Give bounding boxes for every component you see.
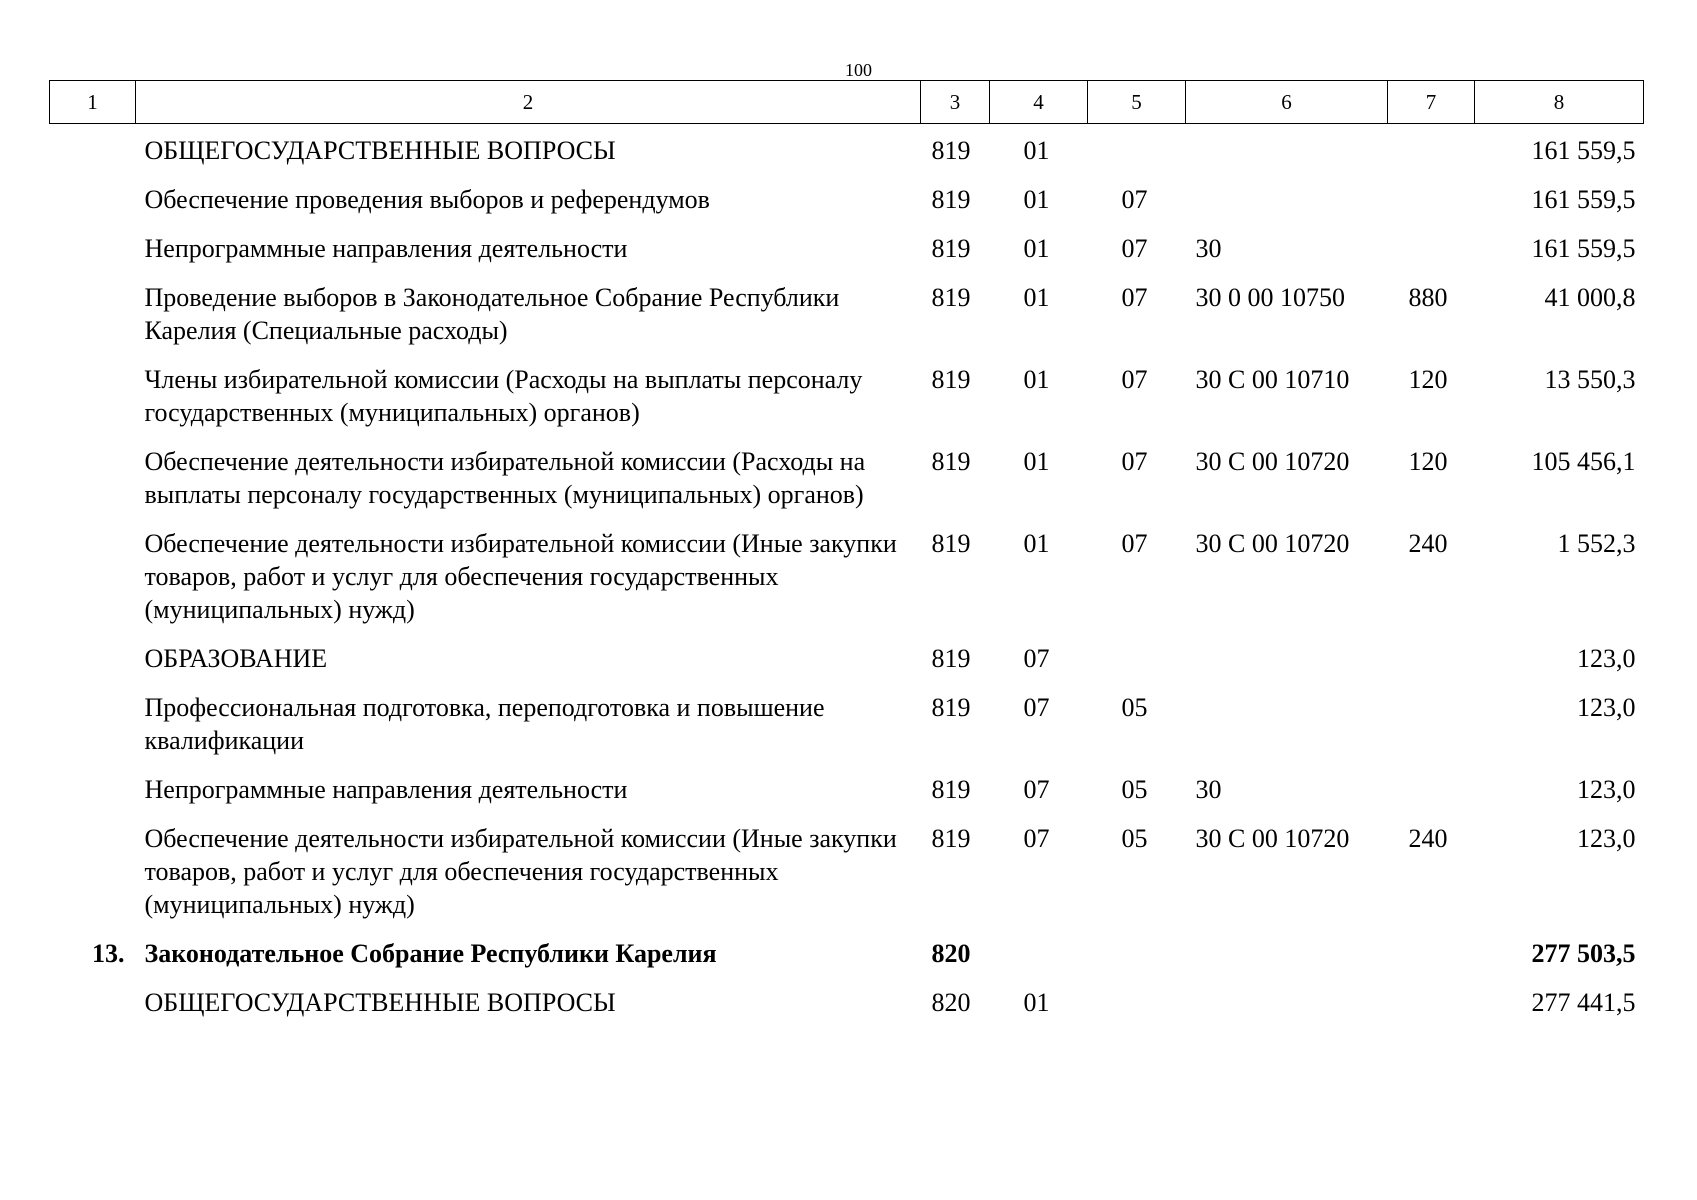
row-target-code: 30 С 00 10710 (1195, 365, 1350, 394)
header-col-8: 8 (1475, 81, 1644, 124)
row-amount: 1 552,3 (1557, 529, 1636, 558)
row-subsection-code (1088, 124, 1186, 184)
row-number (50, 642, 136, 691)
table-row (50, 986, 1644, 1035)
table-row (50, 691, 1644, 773)
row-grbs-code: 819 (931, 775, 971, 804)
row-expense-type-code: 120 (1408, 365, 1448, 394)
row-target-code (1186, 183, 1388, 232)
row-section-code: 07 (1023, 824, 1050, 853)
row-grbs-code: 819 (931, 644, 971, 673)
row-number: 13. (92, 939, 125, 968)
row-grbs-code: 819 (931, 185, 971, 214)
header-col-3: 3 (921, 81, 990, 124)
row-subsection-code: 05 (1121, 775, 1148, 804)
row-target-code: 30 (1195, 775, 1222, 804)
row-target-code: 30 (1195, 234, 1222, 263)
row-expense-type-code: 240 (1408, 529, 1448, 558)
row-subsection-code (1088, 642, 1186, 691)
table-row (50, 445, 1644, 527)
table-row (50, 937, 1644, 986)
row-name: Обеспечение деятельности избирательной комиссии (Иные закупки товаров, работ и услуг для обеспечения государственных (муниципальных) нужд) (144, 529, 897, 624)
header-col-7: 7 (1388, 81, 1475, 124)
row-number (50, 773, 136, 822)
row-number (50, 445, 136, 527)
row-expense-type-code (1388, 183, 1475, 232)
row-expense-type-code (1388, 691, 1475, 773)
row-subsection-code: 07 (1121, 283, 1148, 312)
row-amount: 277 441,5 (1531, 988, 1636, 1017)
row-target-code (1186, 124, 1388, 184)
row-grbs-code: 819 (931, 136, 971, 165)
row-subsection-code: 07 (1121, 185, 1148, 214)
row-name: ОБЩЕГОСУДАРСТВЕННЫЕ ВОПРОСЫ (144, 136, 616, 165)
row-target-code: 30 С 00 10720 (1195, 529, 1350, 558)
row-grbs-code: 819 (931, 447, 971, 476)
row-amount: 123,0 (1577, 693, 1636, 722)
row-subsection-code: 05 (1121, 824, 1148, 853)
row-section-code: 07 (1023, 775, 1050, 804)
row-expense-type-code (1388, 642, 1475, 691)
row-grbs-code: 820 (931, 988, 971, 1017)
header-col-1: 1 (50, 81, 136, 124)
table-row (50, 773, 1644, 822)
row-grbs-code: 820 (931, 939, 971, 968)
row-target-code: 30 0 00 10750 (1195, 283, 1345, 312)
row-section-code: 01 (1023, 529, 1050, 558)
row-name: Проведение выборов в Законодательное Собрание Республики Карелия (Специальные расходы) (144, 283, 840, 345)
row-amount: 161 559,5 (1531, 136, 1636, 165)
table-row (50, 822, 1644, 937)
row-target-code: 30 С 00 10720 (1195, 824, 1350, 853)
row-name: Законодательное Собрание Республики Карелия (144, 939, 717, 968)
row-section-code: 01 (1023, 234, 1050, 263)
row-name: Непрограммные направления деятельности (144, 234, 628, 263)
row-expense-type-code (1388, 232, 1475, 281)
row-number (50, 232, 136, 281)
row-subsection-code: 07 (1121, 234, 1148, 263)
row-name: ОБЩЕГОСУДАРСТВЕННЫЕ ВОПРОСЫ (144, 988, 616, 1017)
row-section-code: 01 (1023, 136, 1050, 165)
row-expense-type-code: 240 (1408, 824, 1448, 853)
row-subsection-code (1088, 937, 1186, 986)
row-expense-type-code (1388, 773, 1475, 822)
row-amount: 161 559,5 (1531, 234, 1636, 263)
row-subsection-code: 05 (1121, 693, 1148, 722)
row-number (50, 822, 136, 937)
header-row (50, 81, 1644, 124)
table-row (50, 183, 1644, 232)
row-grbs-code: 819 (931, 283, 971, 312)
row-section-code: 01 (1023, 988, 1050, 1017)
row-section-code: 01 (1023, 185, 1050, 214)
row-grbs-code: 819 (931, 693, 971, 722)
row-amount: 123,0 (1577, 644, 1636, 673)
header-col-2: 2 (136, 81, 921, 124)
row-section-code: 07 (1023, 693, 1050, 722)
row-target-code: 30 С 00 10720 (1195, 447, 1350, 476)
row-grbs-code: 819 (931, 824, 971, 853)
row-section-code: 07 (1023, 644, 1050, 673)
table-row (50, 363, 1644, 445)
row-expense-type-code: 880 (1408, 283, 1448, 312)
row-number (50, 281, 136, 363)
budget-table (49, 80, 1644, 1035)
row-amount: 105 456,1 (1531, 447, 1636, 476)
row-name: Обеспечение деятельности избирательной комиссии (Расходы на выплаты персоналу государственных (муниципальных) органов) (144, 447, 866, 509)
row-target-code (1186, 986, 1388, 1035)
row-target-code (1186, 937, 1388, 986)
row-section-code: 01 (1023, 447, 1050, 476)
row-grbs-code: 819 (931, 234, 971, 263)
header-col-5: 5 (1088, 81, 1186, 124)
row-subsection-code: 07 (1121, 365, 1148, 394)
row-number (50, 986, 136, 1035)
row-name: Профессиональная подготовка, переподготовка и повышение квалификации (144, 693, 825, 755)
row-subsection-code (1088, 986, 1186, 1035)
row-amount: 277 503,5 (1531, 939, 1636, 968)
row-section-code: 01 (1023, 283, 1050, 312)
table-row (50, 527, 1644, 642)
header-col-4: 4 (990, 81, 1088, 124)
row-expense-type-code: 120 (1408, 447, 1448, 476)
row-name: Члены избирательной комиссии (Расходы на выплаты персоналу государственных (муниципальных) органов) (144, 365, 863, 427)
row-number (50, 183, 136, 232)
row-section-code (990, 937, 1088, 986)
row-target-code (1186, 691, 1388, 773)
table-row (50, 232, 1644, 281)
row-subsection-code: 07 (1121, 529, 1148, 558)
table-body (50, 124, 1644, 1036)
row-target-code (1186, 642, 1388, 691)
row-name: ОБРАЗОВАНИЕ (144, 644, 328, 673)
row-grbs-code: 819 (931, 529, 971, 558)
row-number (50, 363, 136, 445)
table-row (50, 642, 1644, 691)
row-name: Обеспечение деятельности избирательной комиссии (Иные закупки товаров, работ и услуг для обеспечения государственных (муниципальных) нужд) (144, 824, 897, 919)
row-amount: 41 000,8 (1544, 283, 1636, 312)
row-amount: 123,0 (1577, 775, 1636, 804)
row-amount: 161 559,5 (1531, 185, 1636, 214)
row-subsection-code: 07 (1121, 447, 1148, 476)
row-number (50, 124, 136, 184)
row-amount: 13 550,3 (1544, 365, 1636, 394)
row-section-code: 01 (1023, 365, 1050, 394)
row-amount: 123,0 (1577, 824, 1636, 853)
table-row (50, 281, 1644, 363)
row-expense-type-code (1388, 986, 1475, 1035)
table-header (50, 81, 1644, 124)
row-name: Непрограммные направления деятельности (144, 775, 628, 804)
row-expense-type-code (1388, 124, 1475, 184)
table-row (50, 124, 1644, 184)
row-expense-type-code (1388, 937, 1475, 986)
row-grbs-code: 819 (931, 365, 971, 394)
header-col-6: 6 (1186, 81, 1388, 124)
row-number (50, 691, 136, 773)
page-number: 100 (845, 60, 872, 80)
row-number (50, 527, 136, 642)
row-name: Обеспечение проведения выборов и референдумов (144, 185, 710, 214)
